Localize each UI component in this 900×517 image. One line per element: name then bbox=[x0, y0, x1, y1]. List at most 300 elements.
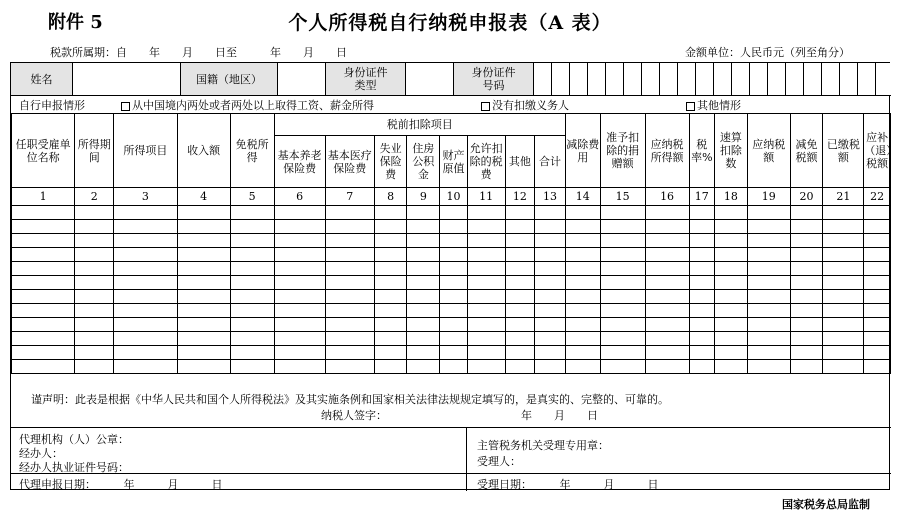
id-digit-box[interactable] bbox=[714, 63, 732, 95]
table-row bbox=[12, 262, 891, 276]
table-cell[interactable] bbox=[747, 360, 790, 374]
table-cell[interactable] bbox=[177, 234, 230, 248]
table-cell[interactable] bbox=[565, 220, 600, 234]
table-cell[interactable] bbox=[407, 304, 440, 318]
table-cell[interactable] bbox=[374, 318, 407, 332]
table-cell[interactable] bbox=[12, 206, 75, 220]
id-digit-box[interactable] bbox=[822, 63, 840, 95]
table-cell[interactable] bbox=[600, 234, 645, 248]
table-cell[interactable] bbox=[790, 332, 823, 346]
table-cell[interactable] bbox=[505, 360, 535, 374]
table-cell[interactable] bbox=[645, 248, 689, 262]
table-cell[interactable] bbox=[230, 234, 274, 248]
table-cell[interactable] bbox=[823, 346, 864, 360]
table-cell[interactable] bbox=[535, 262, 566, 276]
table-cell[interactable] bbox=[440, 360, 468, 374]
table-cell[interactable] bbox=[177, 360, 230, 374]
table-cell[interactable] bbox=[274, 262, 325, 276]
table-cell[interactable] bbox=[114, 248, 177, 262]
table-cell[interactable] bbox=[645, 304, 689, 318]
table-cell[interactable] bbox=[505, 346, 535, 360]
table-cell[interactable] bbox=[645, 290, 689, 304]
table-cell[interactable] bbox=[12, 318, 75, 332]
table-cell[interactable] bbox=[467, 234, 505, 248]
table-cell[interactable] bbox=[790, 248, 823, 262]
table-cell[interactable] bbox=[715, 276, 748, 290]
column-number: 2 bbox=[75, 188, 114, 206]
table-cell[interactable] bbox=[75, 234, 114, 248]
table-cell[interactable] bbox=[715, 290, 748, 304]
col-deduction-fee: 减除费用 bbox=[565, 114, 600, 188]
table-cell[interactable] bbox=[274, 220, 325, 234]
table-cell[interactable] bbox=[790, 346, 823, 360]
col-employer: 任职受雇单位名称 bbox=[12, 114, 75, 188]
table-cell[interactable] bbox=[374, 262, 407, 276]
table-cell[interactable] bbox=[230, 332, 274, 346]
id-digit-box[interactable] bbox=[570, 63, 588, 95]
table-cell[interactable] bbox=[407, 332, 440, 346]
table-cell[interactable] bbox=[790, 276, 823, 290]
table-cell[interactable] bbox=[689, 346, 715, 360]
table-cell[interactable] bbox=[535, 290, 566, 304]
table-cell[interactable] bbox=[325, 234, 374, 248]
table-cell[interactable] bbox=[864, 332, 891, 346]
table-cell[interactable] bbox=[114, 290, 177, 304]
table-cell[interactable] bbox=[823, 290, 864, 304]
table-cell[interactable] bbox=[12, 220, 75, 234]
table-cell[interactable] bbox=[565, 206, 600, 220]
table-cell[interactable] bbox=[325, 346, 374, 360]
table-cell[interactable] bbox=[274, 332, 325, 346]
table-cell[interactable] bbox=[565, 346, 600, 360]
table-cell[interactable] bbox=[864, 290, 891, 304]
table-cell[interactable] bbox=[230, 206, 274, 220]
table-cell[interactable] bbox=[114, 346, 177, 360]
table-cell[interactable] bbox=[600, 346, 645, 360]
table-cell[interactable] bbox=[645, 220, 689, 234]
table-cell[interactable] bbox=[715, 346, 748, 360]
table-cell[interactable] bbox=[689, 276, 715, 290]
table-cell[interactable] bbox=[565, 248, 600, 262]
table-cell[interactable] bbox=[467, 276, 505, 290]
table-cell[interactable] bbox=[467, 248, 505, 262]
table-cell[interactable] bbox=[645, 276, 689, 290]
table-cell[interactable] bbox=[467, 304, 505, 318]
table-cell[interactable] bbox=[600, 206, 645, 220]
table-cell[interactable] bbox=[75, 276, 114, 290]
table-cell[interactable] bbox=[790, 290, 823, 304]
table-cell[interactable] bbox=[230, 290, 274, 304]
table-cell[interactable] bbox=[325, 360, 374, 374]
table-cell[interactable] bbox=[440, 248, 468, 262]
table-cell[interactable] bbox=[715, 220, 748, 234]
table-cell[interactable] bbox=[715, 234, 748, 248]
table-cell[interactable] bbox=[114, 220, 177, 234]
table-cell[interactable] bbox=[407, 220, 440, 234]
option-multiple-employers[interactable]: 从中国境内两处或者两处以上取得工资、薪金所得 bbox=[121, 97, 374, 113]
table-cell[interactable] bbox=[864, 360, 891, 374]
table-cell[interactable] bbox=[114, 318, 177, 332]
id-digit-box[interactable] bbox=[732, 63, 750, 95]
table-cell[interactable] bbox=[177, 206, 230, 220]
table-cell[interactable] bbox=[790, 304, 823, 318]
col-tax-rate: 税率% bbox=[689, 114, 715, 188]
table-cell[interactable] bbox=[535, 276, 566, 290]
table-cell[interactable] bbox=[790, 360, 823, 374]
table-cell[interactable] bbox=[747, 206, 790, 220]
table-cell[interactable] bbox=[505, 290, 535, 304]
table-cell[interactable] bbox=[565, 304, 600, 318]
table-cell[interactable] bbox=[747, 262, 790, 276]
table-cell[interactable] bbox=[374, 248, 407, 262]
table-cell[interactable] bbox=[467, 290, 505, 304]
id-digit-box[interactable] bbox=[534, 63, 552, 95]
column-number: 10 bbox=[440, 188, 468, 206]
table-cell[interactable] bbox=[440, 318, 468, 332]
table-cell[interactable] bbox=[467, 332, 505, 346]
table-cell[interactable] bbox=[565, 360, 600, 374]
table-cell[interactable] bbox=[75, 206, 114, 220]
table-cell[interactable] bbox=[75, 220, 114, 234]
table-cell[interactable] bbox=[325, 262, 374, 276]
table-cell[interactable] bbox=[565, 318, 600, 332]
table-cell[interactable] bbox=[374, 206, 407, 220]
table-cell[interactable] bbox=[407, 248, 440, 262]
table-cell[interactable] bbox=[645, 318, 689, 332]
table-cell[interactable] bbox=[177, 290, 230, 304]
table-cell[interactable] bbox=[689, 318, 715, 332]
table-cell[interactable] bbox=[715, 206, 748, 220]
table-cell[interactable] bbox=[600, 248, 645, 262]
table-cell[interactable] bbox=[790, 234, 823, 248]
table-cell[interactable] bbox=[689, 206, 715, 220]
id-digit-box[interactable] bbox=[876, 63, 891, 95]
table-cell[interactable] bbox=[177, 332, 230, 346]
table-cell[interactable] bbox=[114, 276, 177, 290]
table-cell[interactable] bbox=[407, 318, 440, 332]
table-cell[interactable] bbox=[440, 304, 468, 318]
table-cell[interactable] bbox=[440, 234, 468, 248]
table-cell[interactable] bbox=[505, 234, 535, 248]
table-cell[interactable] bbox=[274, 304, 325, 318]
table-cell[interactable] bbox=[864, 234, 891, 248]
table-cell[interactable] bbox=[645, 234, 689, 248]
table-cell[interactable] bbox=[715, 318, 748, 332]
table-cell[interactable] bbox=[715, 360, 748, 374]
table-cell[interactable] bbox=[325, 304, 374, 318]
table-cell[interactable] bbox=[274, 276, 325, 290]
table-cell[interactable] bbox=[325, 276, 374, 290]
table-cell[interactable] bbox=[689, 234, 715, 248]
table-cell[interactable] bbox=[645, 262, 689, 276]
table-cell[interactable] bbox=[75, 248, 114, 262]
table-cell[interactable] bbox=[565, 332, 600, 346]
table-cell[interactable] bbox=[505, 248, 535, 262]
table-cell[interactable] bbox=[440, 206, 468, 220]
table-cell[interactable] bbox=[407, 346, 440, 360]
table-cell[interactable] bbox=[600, 304, 645, 318]
id-digit-box[interactable] bbox=[642, 63, 660, 95]
table-cell[interactable] bbox=[374, 360, 407, 374]
table-cell[interactable] bbox=[75, 262, 114, 276]
col-income-item: 所得项目 bbox=[114, 114, 177, 188]
table-cell[interactable] bbox=[747, 332, 790, 346]
table-cell[interactable] bbox=[689, 360, 715, 374]
table-cell[interactable] bbox=[325, 318, 374, 332]
table-cell[interactable] bbox=[565, 290, 600, 304]
table-cell[interactable] bbox=[177, 262, 230, 276]
id-digit-box[interactable] bbox=[804, 63, 822, 95]
table-cell[interactable] bbox=[864, 304, 891, 318]
column-number: 20 bbox=[790, 188, 823, 206]
table-cell[interactable] bbox=[230, 262, 274, 276]
table-cell[interactable] bbox=[230, 276, 274, 290]
option-no-withholding-agent[interactable]: 没有扣缴义务人 bbox=[481, 97, 569, 113]
id-digit-box[interactable] bbox=[624, 63, 642, 95]
table-cell[interactable] bbox=[505, 206, 535, 220]
table-cell[interactable] bbox=[407, 290, 440, 304]
table-cell[interactable] bbox=[747, 346, 790, 360]
table-cell[interactable] bbox=[12, 290, 75, 304]
table-cell[interactable] bbox=[645, 332, 689, 346]
table-cell[interactable] bbox=[823, 360, 864, 374]
id-digit-box[interactable] bbox=[768, 63, 786, 95]
nationality-field[interactable] bbox=[278, 63, 326, 95]
table-cell[interactable] bbox=[467, 318, 505, 332]
table-cell[interactable] bbox=[230, 346, 274, 360]
table-cell[interactable] bbox=[600, 360, 645, 374]
table-cell[interactable] bbox=[715, 262, 748, 276]
table-cell[interactable] bbox=[12, 360, 75, 374]
id-digit-box[interactable] bbox=[552, 63, 570, 95]
table-cell[interactable] bbox=[440, 290, 468, 304]
table-cell[interactable] bbox=[864, 206, 891, 220]
table-cell[interactable] bbox=[407, 360, 440, 374]
table-cell[interactable] bbox=[535, 360, 566, 374]
table-cell[interactable] bbox=[274, 234, 325, 248]
table-cell[interactable] bbox=[114, 262, 177, 276]
table-cell[interactable] bbox=[467, 346, 505, 360]
table-cell[interactable] bbox=[230, 304, 274, 318]
table-cell[interactable] bbox=[645, 346, 689, 360]
table-cell[interactable] bbox=[230, 318, 274, 332]
table-cell[interactable] bbox=[467, 220, 505, 234]
table-cell[interactable] bbox=[535, 346, 566, 360]
agent-and-office-section bbox=[11, 427, 891, 491]
table-cell[interactable] bbox=[75, 332, 114, 346]
table-cell[interactable] bbox=[114, 332, 177, 346]
table-cell[interactable] bbox=[374, 220, 407, 234]
table-cell[interactable] bbox=[535, 318, 566, 332]
table-cell[interactable] bbox=[374, 304, 407, 318]
table-cell[interactable] bbox=[864, 220, 891, 234]
table-cell[interactable] bbox=[325, 290, 374, 304]
table-cell[interactable] bbox=[114, 234, 177, 248]
table-cell[interactable] bbox=[747, 248, 790, 262]
table-cell[interactable] bbox=[274, 360, 325, 374]
table-cell[interactable] bbox=[823, 262, 864, 276]
table-cell[interactable] bbox=[864, 262, 891, 276]
table-cell[interactable] bbox=[230, 248, 274, 262]
table-cell[interactable] bbox=[12, 262, 75, 276]
id-digit-box[interactable] bbox=[678, 63, 696, 95]
table-cell[interactable] bbox=[747, 290, 790, 304]
table-cell[interactable] bbox=[565, 276, 600, 290]
table-cell[interactable] bbox=[689, 220, 715, 234]
table-cell[interactable] bbox=[715, 304, 748, 318]
table-cell[interactable] bbox=[645, 206, 689, 220]
id-digit-box[interactable] bbox=[588, 63, 606, 95]
table-cell[interactable] bbox=[325, 220, 374, 234]
table-cell[interactable] bbox=[407, 276, 440, 290]
option-other[interactable]: 其他情形 bbox=[686, 97, 741, 113]
table-cell[interactable] bbox=[12, 346, 75, 360]
table-cell[interactable] bbox=[535, 206, 566, 220]
table-cell[interactable] bbox=[407, 234, 440, 248]
table-cell[interactable] bbox=[645, 360, 689, 374]
table-cell[interactable] bbox=[274, 318, 325, 332]
table-cell[interactable] bbox=[823, 276, 864, 290]
table-cell[interactable] bbox=[440, 276, 468, 290]
table-cell[interactable] bbox=[600, 332, 645, 346]
table-cell[interactable] bbox=[505, 220, 535, 234]
table-cell[interactable] bbox=[600, 318, 645, 332]
table-cell[interactable] bbox=[177, 276, 230, 290]
table-cell[interactable] bbox=[325, 206, 374, 220]
table-cell[interactable] bbox=[565, 262, 600, 276]
table-cell[interactable] bbox=[715, 248, 748, 262]
table-cell[interactable] bbox=[274, 206, 325, 220]
table-cell[interactable] bbox=[274, 290, 325, 304]
table-cell[interactable] bbox=[689, 304, 715, 318]
table-cell[interactable] bbox=[689, 248, 715, 262]
table-cell[interactable] bbox=[12, 248, 75, 262]
table-cell[interactable] bbox=[505, 276, 535, 290]
table-cell[interactable] bbox=[374, 276, 407, 290]
id-digit-box[interactable] bbox=[750, 63, 768, 95]
table-cell[interactable] bbox=[823, 206, 864, 220]
table-cell[interactable] bbox=[467, 360, 505, 374]
table-cell[interactable] bbox=[535, 234, 566, 248]
table-cell[interactable] bbox=[12, 276, 75, 290]
table-cell[interactable] bbox=[823, 332, 864, 346]
table-cell[interactable] bbox=[790, 262, 823, 276]
table-cell[interactable] bbox=[505, 332, 535, 346]
table-cell[interactable] bbox=[747, 234, 790, 248]
table-cell[interactable] bbox=[230, 360, 274, 374]
table-cell[interactable] bbox=[864, 248, 891, 262]
table-cell[interactable] bbox=[747, 276, 790, 290]
table-cell[interactable] bbox=[114, 360, 177, 374]
table-cell[interactable] bbox=[689, 262, 715, 276]
table-cell[interactable] bbox=[823, 220, 864, 234]
table-cell[interactable] bbox=[12, 304, 75, 318]
table-cell[interactable] bbox=[790, 206, 823, 220]
name-field[interactable] bbox=[73, 63, 181, 95]
col-tax-due-refund: 应补（退）税额 bbox=[864, 114, 891, 188]
table-cell[interactable] bbox=[467, 206, 505, 220]
table-cell[interactable] bbox=[75, 360, 114, 374]
table-cell[interactable] bbox=[440, 262, 468, 276]
table-cell[interactable] bbox=[600, 276, 645, 290]
table-cell[interactable] bbox=[823, 304, 864, 318]
table-cell[interactable] bbox=[689, 332, 715, 346]
table-cell[interactable] bbox=[747, 318, 790, 332]
table-cell[interactable] bbox=[790, 318, 823, 332]
table-cell[interactable] bbox=[325, 332, 374, 346]
table-cell[interactable] bbox=[177, 220, 230, 234]
table-cell[interactable] bbox=[535, 332, 566, 346]
table-cell[interactable] bbox=[75, 290, 114, 304]
id-digit-box[interactable] bbox=[660, 63, 678, 95]
table-cell[interactable] bbox=[407, 262, 440, 276]
table-cell[interactable] bbox=[747, 220, 790, 234]
table-cell[interactable] bbox=[715, 332, 748, 346]
table-cell[interactable] bbox=[823, 234, 864, 248]
id-type-field[interactable] bbox=[406, 63, 454, 95]
table-cell[interactable] bbox=[467, 262, 505, 276]
table-cell[interactable] bbox=[75, 318, 114, 332]
table-cell[interactable] bbox=[440, 346, 468, 360]
table-cell[interactable] bbox=[689, 290, 715, 304]
table-cell[interactable] bbox=[864, 346, 891, 360]
table-cell[interactable] bbox=[374, 234, 407, 248]
table-cell[interactable] bbox=[505, 318, 535, 332]
table-cell[interactable] bbox=[12, 234, 75, 248]
table-cell[interactable] bbox=[600, 262, 645, 276]
table-cell[interactable] bbox=[505, 262, 535, 276]
table-cell[interactable] bbox=[177, 248, 230, 262]
table-cell[interactable] bbox=[177, 318, 230, 332]
id-digit-box[interactable] bbox=[606, 63, 624, 95]
table-cell[interactable] bbox=[864, 318, 891, 332]
id-digit-box[interactable] bbox=[840, 63, 858, 95]
table-cell[interactable] bbox=[535, 248, 566, 262]
table-cell[interactable] bbox=[440, 220, 468, 234]
table-cell[interactable] bbox=[600, 290, 645, 304]
table-cell[interactable] bbox=[535, 220, 566, 234]
table-cell[interactable] bbox=[565, 234, 600, 248]
table-cell[interactable] bbox=[440, 332, 468, 346]
table-cell[interactable] bbox=[823, 318, 864, 332]
table-cell[interactable] bbox=[325, 248, 374, 262]
table-cell[interactable] bbox=[505, 304, 535, 318]
table-cell[interactable] bbox=[114, 304, 177, 318]
id-digit-box[interactable] bbox=[858, 63, 876, 95]
table-cell[interactable] bbox=[535, 304, 566, 318]
id-digit-box[interactable] bbox=[786, 63, 804, 95]
table-cell[interactable] bbox=[600, 220, 645, 234]
table-cell[interactable] bbox=[374, 332, 407, 346]
table-cell[interactable] bbox=[823, 248, 864, 262]
table-cell[interactable] bbox=[75, 346, 114, 360]
table-cell[interactable] bbox=[274, 248, 325, 262]
table-cell[interactable] bbox=[177, 304, 230, 318]
table-cell[interactable] bbox=[75, 304, 114, 318]
table-cell[interactable] bbox=[274, 346, 325, 360]
table-cell[interactable] bbox=[114, 206, 177, 220]
table-cell[interactable] bbox=[177, 346, 230, 360]
table-cell[interactable] bbox=[864, 276, 891, 290]
table-cell[interactable] bbox=[374, 346, 407, 360]
table-cell[interactable] bbox=[230, 220, 274, 234]
table-cell[interactable] bbox=[790, 220, 823, 234]
table-cell[interactable] bbox=[407, 206, 440, 220]
table-cell[interactable] bbox=[12, 332, 75, 346]
id-digit-box[interactable] bbox=[696, 63, 714, 95]
table-cell[interactable] bbox=[747, 304, 790, 318]
table-cell[interactable] bbox=[374, 290, 407, 304]
